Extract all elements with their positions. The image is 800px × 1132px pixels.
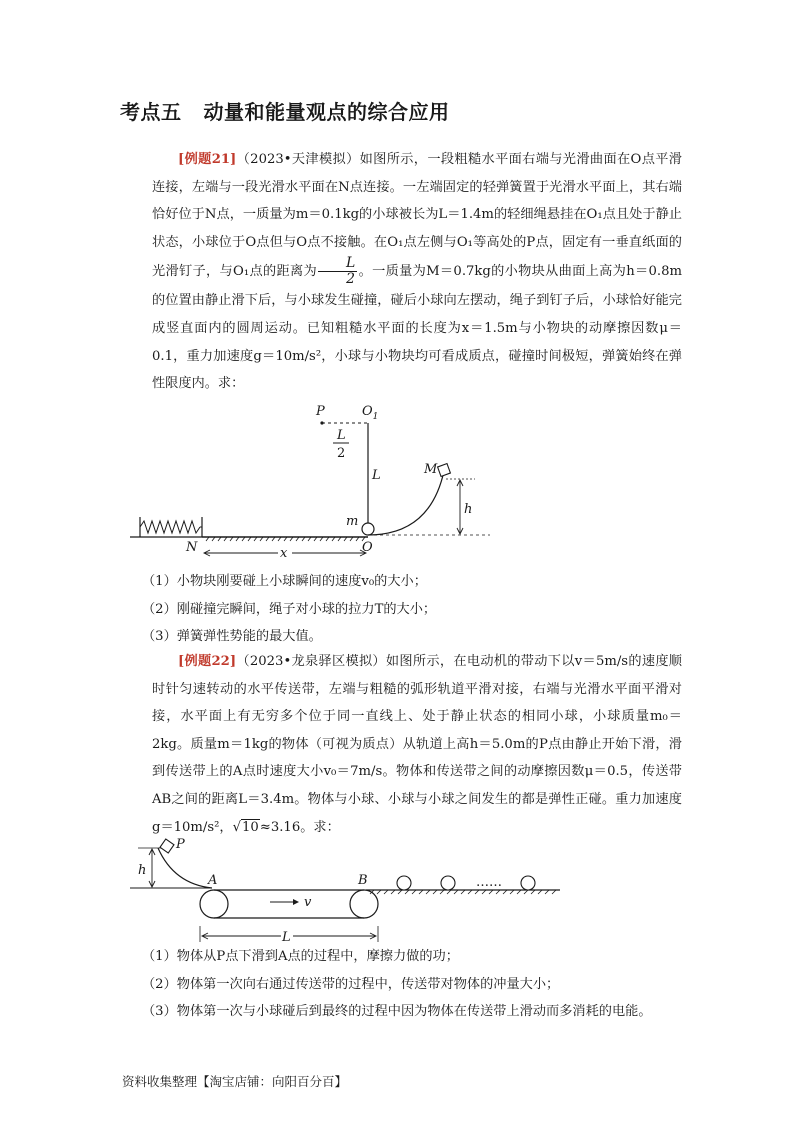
label-p: P <box>176 837 185 852</box>
example22-question-1: （1）物体从P点下滑到A点的过程中，摩擦力做的功； <box>142 949 459 964</box>
label-b: B <box>358 873 368 888</box>
label-o: O <box>362 540 373 555</box>
block-m <box>438 464 451 477</box>
label-v: v <box>304 895 312 910</box>
example21-fraction <box>318 256 357 287</box>
example21-text <box>152 146 682 398</box>
label-p: P <box>316 404 325 419</box>
label-a: A <box>208 873 218 888</box>
label-o1: $O_1$ <box>362 404 379 422</box>
example21-question-1: （1）小物块刚要碰上小球瞬间的速度v₀的大小； <box>142 574 427 589</box>
footer-text: 资料收集整理【淘宝店铺：向阳百分百】 <box>122 1074 348 1089</box>
example21-body-a: （2023•天津模拟）如图所示，一段粗糙水平面右端与光滑曲面在O点平滑连接，左端与一段光滑水平面在N点连接。一左端固定的轻弹簧置于光滑水平面上，其右端恰好位于N点，一质量为m＝0.1kg的小球被长为L＝1.4m的轻细绳悬挂在O₁点且处于静止状态，小球位于O点但与O点不接触。在O₁点左侧与O₁等高处的P点，固定有一垂直纸面的光滑钉子，与O₁点的距离为 <box>152 152 682 280</box>
example22-text <box>152 648 682 841</box>
section-label: 考点五 <box>120 100 182 124</box>
example22-body-b: ≈3.16。求： <box>259 819 340 835</box>
example21-figure <box>130 395 490 565</box>
label-x: x <box>280 546 288 561</box>
example22-tag: [例题22] <box>178 654 237 669</box>
example22-figure <box>130 832 570 947</box>
label-l: L <box>282 930 291 945</box>
label-m: m <box>346 514 359 529</box>
nail-point <box>320 421 323 424</box>
ball-1 <box>397 876 411 890</box>
small-ball <box>362 523 374 535</box>
example22-question-2: （2）物体第一次向右通过传送带的过程中，传送带对物体的冲量大小； <box>142 977 560 992</box>
label-l-half-den: 2 <box>337 446 346 461</box>
ball-3 <box>521 876 535 890</box>
example21-question-2: （2）刚碰撞完瞬间，绳子对小球的拉力T的大小； <box>142 602 437 617</box>
object-at-p <box>160 839 174 853</box>
ball-2 <box>441 876 455 890</box>
example22-body-a: （2023•龙泉驿区模拟）如图所示，在电动机的带动下以v＝5m/s的速度顺时针匀速转动的水平传送带，左端与粗糙的弧形轨道平滑对接，右端与光滑水平面平滑对接，水平面上有无穷多个位于同一直线上、处于静止状态的相同小球，小球质量m₀＝2kg。质量m＝1kg的物体（可视为质点）从轨道上高h＝5.0m的P点由静止开始下滑，滑到传送带上的A点时速度大小v₀＝7m/s。物体和传送带之间的动摩擦因数μ＝0.5，传送带AB之间的距离L＝3.4m。物体与小球、小球与小球之间发生的都是弹性正碰。重力加速度g＝10m/s²， <box>152 654 682 835</box>
label-n: N <box>186 540 198 555</box>
sqrt-value: 10 <box>242 819 259 835</box>
example21-tag: [例题21] <box>178 152 237 167</box>
label-dots: …… <box>476 875 502 890</box>
example21-question-3: （3）弹簧弹性势能的最大值。 <box>142 629 322 644</box>
v-arrow-head <box>293 899 299 905</box>
sqrt-symbol: √ <box>232 819 242 835</box>
section-title <box>120 96 450 125</box>
spring <box>140 521 200 533</box>
right-roller <box>350 890 378 918</box>
label-l: L <box>372 468 381 483</box>
label-m-upper: M <box>424 462 438 477</box>
fraction-denominator: 2 <box>346 271 356 288</box>
arc-track <box>158 848 212 888</box>
label-h: h <box>464 502 473 517</box>
example21-body-b: 。一质量为M＝0.7kg的小物块从曲面上高为h＝0.8m的位置由静止滑下后，与小球发生碰撞，碰后小球向左摆动，绳子到钉子后，小球恰好能完成竖直面内的圆周运动。已知粗糙水平面的长度为x＝1.5m与小物块的动摩擦因数μ＝0.1，重力加速度g＝10m/s²，小球与小物块均可看成质点，碰撞时间极短，弹簧始终在弹性限度内。求： <box>152 264 682 392</box>
left-roller <box>200 890 228 918</box>
label-l-half-num: L <box>337 428 346 443</box>
example22-question-3: （3）物体第一次与小球碰后到最终的过程中因为物体在传送带上滑动而多消耗的电能。 <box>142 1004 652 1019</box>
label-h: h <box>138 863 147 878</box>
section-heading: 动量和能量观点的综合应用 <box>203 100 450 124</box>
fraction-numerator: L <box>318 256 357 272</box>
